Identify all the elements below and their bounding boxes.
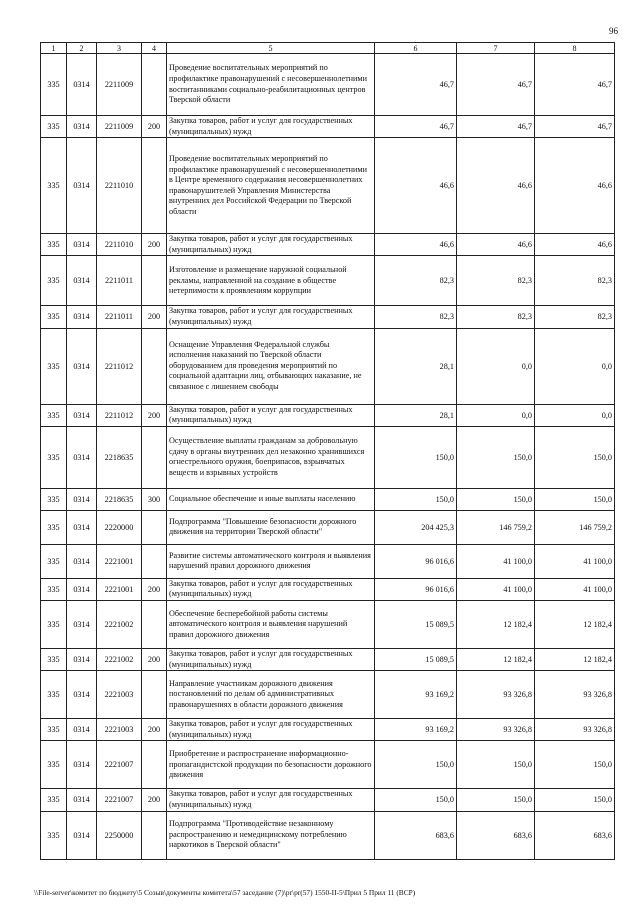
amount-cell: 683,6	[375, 811, 457, 859]
code-cell: 2221003	[97, 671, 142, 719]
code-cell: 335	[41, 488, 67, 510]
amount-cell: 15 089,5	[375, 600, 457, 648]
code-cell: 0314	[67, 789, 97, 811]
code-cell	[142, 54, 167, 116]
description-cell: Приобретение и распространение информационно-пропагандистской продукции по безопасности дорожного движения	[167, 741, 375, 789]
code-cell: 335	[41, 138, 67, 234]
amount-cell: 93 326,8	[457, 671, 535, 719]
code-cell: 2221007	[97, 741, 142, 789]
code-cell: 335	[41, 578, 67, 600]
code-cell: 0314	[67, 306, 97, 328]
amount-cell: 683,6	[457, 811, 535, 859]
amount-cell: 683,6	[535, 811, 615, 859]
table-body	[41, 54, 615, 860]
code-cell: 335	[41, 741, 67, 789]
amount-cell: 150,0	[535, 789, 615, 811]
amount-cell: 82,3	[375, 256, 457, 306]
code-cell: 0314	[67, 811, 97, 859]
code-cell: 0314	[67, 426, 97, 488]
amount-cell: 0,0	[535, 404, 615, 426]
amount-cell: 93 326,8	[535, 671, 615, 719]
description-cell: Закупка товаров, работ и услуг для государственных (муниципальных) нужд	[167, 234, 375, 256]
page-number: 96	[609, 26, 618, 36]
code-cell: 2221001	[97, 578, 142, 600]
file-path-footer: \\File-server\комитет по бюджету\5 Созыв\документы комитета\57 заседание (7)\pr\pr(57) 1550-II-5\Прил 5 Прил 11 (ВСР)	[34, 888, 416, 897]
amount-cell: 46,7	[535, 54, 615, 116]
code-cell	[142, 600, 167, 648]
code-cell: 0314	[67, 741, 97, 789]
code-cell: 335	[41, 306, 67, 328]
amount-cell: 28,1	[375, 328, 457, 404]
code-cell: 335	[41, 811, 67, 859]
code-cell	[142, 741, 167, 789]
table-row	[41, 600, 615, 648]
code-cell: 0314	[67, 234, 97, 256]
header-cell: 8	[535, 43, 615, 54]
table-row	[41, 54, 615, 116]
code-cell: 2211010	[97, 138, 142, 234]
header-cell: 2	[67, 43, 97, 54]
amount-cell: 0,0	[535, 328, 615, 404]
description-cell: Закупка товаров, работ и услуг для государственных (муниципальных) нужд	[167, 578, 375, 600]
amount-cell: 82,3	[535, 306, 615, 328]
header-cell: 1	[41, 43, 67, 54]
description-cell: Проведение воспитательных мероприятий по профилактике правонарушений с несовершеннолетними воспитанниками социально-реабилитационных центров Тверской области	[167, 54, 375, 116]
description-cell: Направление участникам дорожного движения постановлений по делам об административных правонарушениях в области дорожного движения	[167, 671, 375, 719]
description-cell: Развитие системы автоматического контроля и выявления нарушений правил дорожного движения	[167, 544, 375, 578]
code-cell: 335	[41, 789, 67, 811]
code-cell: 335	[41, 234, 67, 256]
code-cell	[142, 811, 167, 859]
table-row	[41, 671, 615, 719]
code-cell: 335	[41, 328, 67, 404]
header-row	[41, 43, 615, 54]
code-cell: 2221007	[97, 789, 142, 811]
code-cell: 0314	[67, 256, 97, 306]
code-cell: 0314	[67, 488, 97, 510]
amount-cell: 150,0	[375, 426, 457, 488]
description-cell: Закупка товаров, работ и услуг для государственных (муниципальных) нужд	[167, 648, 375, 670]
code-cell: 335	[41, 510, 67, 544]
table-row	[41, 488, 615, 510]
amount-cell: 12 182,4	[535, 600, 615, 648]
description-cell: Закупка товаров, работ и услуг для государственных (муниципальных) нужд	[167, 789, 375, 811]
code-cell: 200	[142, 648, 167, 670]
amount-cell: 41 100,0	[457, 544, 535, 578]
code-cell	[142, 544, 167, 578]
code-cell	[142, 426, 167, 488]
code-cell	[142, 138, 167, 234]
amount-cell: 12 182,4	[535, 648, 615, 670]
code-cell: 0314	[67, 510, 97, 544]
code-cell: 335	[41, 404, 67, 426]
amount-cell: 41 100,0	[535, 578, 615, 600]
code-cell: 2221001	[97, 544, 142, 578]
code-cell: 0314	[67, 404, 97, 426]
code-cell	[142, 671, 167, 719]
amount-cell: 0,0	[457, 328, 535, 404]
amount-cell: 46,7	[457, 54, 535, 116]
code-cell: 0314	[67, 671, 97, 719]
code-cell: 0314	[67, 719, 97, 741]
table-row	[41, 234, 615, 256]
header-cell: 6	[375, 43, 457, 54]
amount-cell: 96 016,6	[375, 544, 457, 578]
amount-cell: 46,6	[375, 234, 457, 256]
amount-cell: 28,1	[375, 404, 457, 426]
table-row	[41, 426, 615, 488]
description-cell: Проведение воспитательных мероприятий по профилактике правонарушений с несовершеннолетними в Центре временного содержания несовершеннолетних правонарушителей Управления Министерства внутренних дел Российской Федерации по Тверской области	[167, 138, 375, 234]
code-cell: 335	[41, 600, 67, 648]
code-cell: 2211010	[97, 234, 142, 256]
description-cell: Обеспечение бесперебойной работы системы автоматического контроля и выявления нарушений правил дорожного движения	[167, 600, 375, 648]
amount-cell: 46,6	[457, 234, 535, 256]
code-cell: 335	[41, 116, 67, 138]
description-cell: Закупка товаров, работ и услуг для государственных (муниципальных) нужд	[167, 404, 375, 426]
header-cell: 4	[142, 43, 167, 54]
code-cell: 335	[41, 648, 67, 670]
amount-cell: 41 100,0	[535, 544, 615, 578]
table-row	[41, 741, 615, 789]
code-cell: 200	[142, 404, 167, 426]
code-cell	[142, 328, 167, 404]
amount-cell: 46,6	[457, 138, 535, 234]
amount-cell: 46,7	[457, 116, 535, 138]
amount-cell: 150,0	[375, 789, 457, 811]
amount-cell: 82,3	[535, 256, 615, 306]
amount-cell: 150,0	[375, 741, 457, 789]
code-cell: 200	[142, 306, 167, 328]
code-cell	[142, 256, 167, 306]
table-row	[41, 789, 615, 811]
code-cell	[142, 510, 167, 544]
code-cell: 200	[142, 719, 167, 741]
code-cell: 0314	[67, 544, 97, 578]
code-cell: 2221003	[97, 719, 142, 741]
code-cell: 0314	[67, 600, 97, 648]
code-cell: 0314	[67, 54, 97, 116]
code-cell: 2211011	[97, 306, 142, 328]
table-row	[41, 138, 615, 234]
amount-cell: 46,6	[535, 234, 615, 256]
table-row	[41, 510, 615, 544]
description-cell: Подпрограмма "Противодействие незаконному распространению и немедицинскому потреблению наркотиков в Тверской области"	[167, 811, 375, 859]
code-cell: 0314	[67, 116, 97, 138]
amount-cell: 93 169,2	[375, 671, 457, 719]
code-cell: 300	[142, 488, 167, 510]
code-cell: 2211012	[97, 328, 142, 404]
code-cell: 2218635	[97, 488, 142, 510]
header-cell: 7	[457, 43, 535, 54]
amount-cell: 96 016,6	[375, 578, 457, 600]
code-cell: 335	[41, 671, 67, 719]
header-cell: 5	[167, 43, 375, 54]
amount-cell: 150,0	[535, 488, 615, 510]
amount-cell: 150,0	[535, 426, 615, 488]
table-row	[41, 544, 615, 578]
description-cell: Социальное обеспечение и иные выплаты населению	[167, 488, 375, 510]
table-row	[41, 648, 615, 670]
amount-cell: 46,7	[375, 116, 457, 138]
amount-cell: 0,0	[457, 404, 535, 426]
amount-cell: 46,6	[375, 138, 457, 234]
code-cell: 335	[41, 256, 67, 306]
budget-table	[40, 42, 615, 860]
amount-cell: 46,6	[535, 138, 615, 234]
code-cell: 0314	[67, 578, 97, 600]
amount-cell: 150,0	[457, 789, 535, 811]
code-cell: 335	[41, 54, 67, 116]
code-cell: 2221002	[97, 600, 142, 648]
amount-cell: 93 169,2	[375, 719, 457, 741]
amount-cell: 150,0	[535, 741, 615, 789]
amount-cell: 15 089,5	[375, 648, 457, 670]
code-cell: 2221002	[97, 648, 142, 670]
description-cell: Подпрограмма "Повышение безопасности дорожного движения на территории Тверской области"	[167, 510, 375, 544]
code-cell: 200	[142, 234, 167, 256]
description-cell: Закупка товаров, работ и услуг для государственных (муниципальных) нужд	[167, 306, 375, 328]
amount-cell: 41 100,0	[457, 578, 535, 600]
amount-cell: 150,0	[457, 741, 535, 789]
amount-cell: 93 326,8	[457, 719, 535, 741]
amount-cell: 150,0	[457, 488, 535, 510]
code-cell: 2250000	[97, 811, 142, 859]
table-row	[41, 811, 615, 859]
description-cell: Закупка товаров, работ и услуг для государственных (муниципальных) нужд	[167, 719, 375, 741]
amount-cell: 12 182,4	[457, 600, 535, 648]
amount-cell: 146 759,2	[535, 510, 615, 544]
code-cell: 0314	[67, 328, 97, 404]
code-cell: 2211009	[97, 54, 142, 116]
code-cell: 2220000	[97, 510, 142, 544]
table-row	[41, 306, 615, 328]
table-row	[41, 116, 615, 138]
table-row	[41, 578, 615, 600]
header-cell: 3	[97, 43, 142, 54]
code-cell: 335	[41, 544, 67, 578]
amount-cell: 82,3	[457, 306, 535, 328]
amount-cell: 46,7	[375, 54, 457, 116]
table-row	[41, 328, 615, 404]
amount-cell: 93 326,8	[535, 719, 615, 741]
code-cell: 2218635	[97, 426, 142, 488]
code-cell: 2211012	[97, 404, 142, 426]
amount-cell: 150,0	[457, 426, 535, 488]
description-cell: Осуществление выплаты гражданам за добровольную сдачу в органы внутренних дел незаконно хранившихся огнестрельного оружия, боеприпасов, взрывчатых веществ и взрывных устройств	[167, 426, 375, 488]
table-row	[41, 256, 615, 306]
code-cell: 335	[41, 719, 67, 741]
description-cell: Оснащение Управления Федеральной службы исполнения наказаний по Тверской области оборудованием для проведения мероприятий по социальной адаптации лиц, отбывающих наказание, не связанное с лишением свободы	[167, 328, 375, 404]
amount-cell: 204 425,3	[375, 510, 457, 544]
table-row	[41, 719, 615, 741]
description-cell: Закупка товаров, работ и услуг для государственных (муниципальных) нужд	[167, 116, 375, 138]
description-cell: Изготовление и размещение наружной социальной рекламы, направленной на создание в обществе нетерпимости к проявлениям коррупции	[167, 256, 375, 306]
code-cell: 2211011	[97, 256, 142, 306]
code-cell: 200	[142, 116, 167, 138]
table-row	[41, 404, 615, 426]
amount-cell: 82,3	[457, 256, 535, 306]
code-cell: 335	[41, 426, 67, 488]
amount-cell: 150,0	[375, 488, 457, 510]
code-cell: 0314	[67, 138, 97, 234]
code-cell: 200	[142, 578, 167, 600]
amount-cell: 12 182,4	[457, 648, 535, 670]
code-cell: 0314	[67, 648, 97, 670]
amount-cell: 82,3	[375, 306, 457, 328]
code-cell: 2211009	[97, 116, 142, 138]
amount-cell: 146 759,2	[457, 510, 535, 544]
amount-cell: 46,7	[535, 116, 615, 138]
code-cell: 200	[142, 789, 167, 811]
